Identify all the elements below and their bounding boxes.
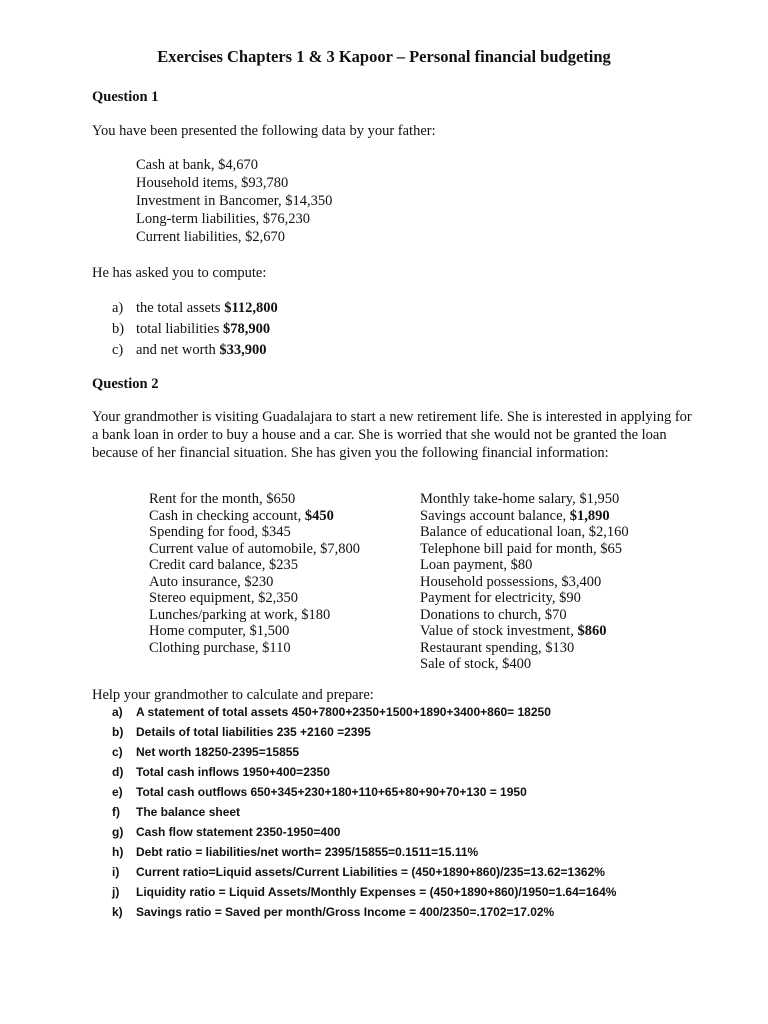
list-item: Stereo equipment, $2,350: [149, 590, 299, 606]
question-1-answers: [112, 299, 278, 362]
list-item: Cash at bank, $4,670: [136, 157, 259, 173]
list-item: Payment for electricity, $90: [420, 590, 581, 606]
task-row: j) Liquidity ratio = Liquid Assets/Monthly Expenses = (450+1890+860)/1950=1.64=164%: [112, 885, 617, 899]
question-2-right-column: [420, 490, 629, 672]
list-item: Telephone bill paid for month, $65: [420, 540, 622, 557]
task-row: f) The balance sheet: [112, 805, 241, 819]
list-item: Cash in checking account, $450: [149, 507, 334, 524]
list-item: Investment in Bancomer, $14,350: [136, 193, 333, 209]
question-2-intro: Your grandmother is visiting Guadalajara to start a new retirement life. She is interested in applying for a bank loan in order to buy a house and a car. She is worried that she would not be granted the loan because of her financial situation. She has given you the following financial information:: [92, 409, 692, 461]
document-title: Exercises Chapters 1 & 3 Kapoor – Personal financial budgeting: [157, 47, 611, 66]
answer-value: $78,900: [223, 321, 271, 337]
list-marker: b): [112, 321, 125, 337]
list-item: Donations to church, $70: [420, 606, 567, 623]
list-item: Loan payment, $80: [420, 557, 533, 573]
task-row: k) Savings ratio = Saved per month/Gross Income = 400/2350=.1702=17.02%: [112, 905, 555, 919]
question-1-heading: Question 1: [92, 89, 159, 105]
question-2-left-column: [149, 490, 360, 655]
list-item: Monthly take-home salary, $1,950: [420, 491, 620, 507]
list-item: Credit card balance, $235: [149, 557, 298, 573]
list-item: Rent for the month, $650: [149, 491, 296, 507]
list-item: Savings account balance, $1,890: [420, 507, 610, 524]
answer-text: the total assets: [136, 300, 225, 316]
task-row: e) Total cash outflows 650+345+230+180+110+65+80+90+70+130 = 1950: [112, 785, 527, 799]
list-item: Sale of stock, $400: [420, 656, 532, 672]
question-2-help: Help your grandmother to calculate and prepare:: [92, 687, 374, 703]
list-marker: c): [112, 342, 124, 358]
list-item: Long-term liabilities, $76,230: [136, 211, 310, 227]
task-row: g) Cash flow statement 2350-1950=400: [112, 825, 341, 839]
answer-row: [112, 341, 278, 362]
answer-text: total liabilities: [136, 321, 223, 337]
answer-value: $33,900: [219, 342, 267, 358]
task-row: a) A statement of total assets 450+7800+2350+1500+1890+3400+860= 18250: [112, 705, 551, 719]
list-item: Home computer, $1,500: [149, 623, 290, 639]
question-2-heading: Question 2: [92, 376, 159, 392]
task-row: h) Debt ratio = liabilities/net worth= 2395/15855=0.1511=15.11%: [112, 845, 479, 859]
answer-row: [112, 320, 278, 341]
list-item: Auto insurance, $230: [149, 573, 274, 590]
list-item: Clothing purchase, $110: [149, 639, 291, 656]
list-item: Lunches/parking at work, $180: [149, 606, 331, 623]
answer-row: [112, 299, 278, 320]
list-item: Restaurant spending, $130: [420, 639, 575, 656]
list-item: Household possessions, $3,400: [420, 573, 602, 590]
question-1-intro: You have been presented the following data by your father:: [92, 123, 436, 139]
list-item: Balance of educational loan, $2,160: [420, 524, 629, 540]
question-1-ask: He has asked you to compute:: [92, 265, 267, 281]
task-row: c) Net worth 18250-2395=15855: [112, 745, 300, 759]
question-2-tasks: [112, 703, 616, 923]
task-row: i) Current ratio=Liquid assets/Current Liabilities = (450+1890+860)/235=13.62=1362%: [112, 865, 605, 879]
list-item: Household items, $93,780: [136, 175, 289, 191]
list-item: Current value of automobile, $7,800: [149, 540, 361, 557]
answer-value: $112,800: [224, 300, 278, 316]
answer-text: and net worth: [136, 342, 220, 358]
list-item: Value of stock investment, $860: [420, 623, 607, 639]
list-marker: a): [112, 300, 124, 316]
task-row: d) Total cash inflows 1950+400=2350: [112, 765, 330, 779]
question-1-data-list: [136, 156, 332, 246]
list-item: Current liabilities, $2,670: [136, 229, 286, 245]
list-item: Spending for food, $345: [149, 524, 291, 540]
task-row: b) Details of total liabilities 235 +2160 =2395: [112, 725, 371, 739]
